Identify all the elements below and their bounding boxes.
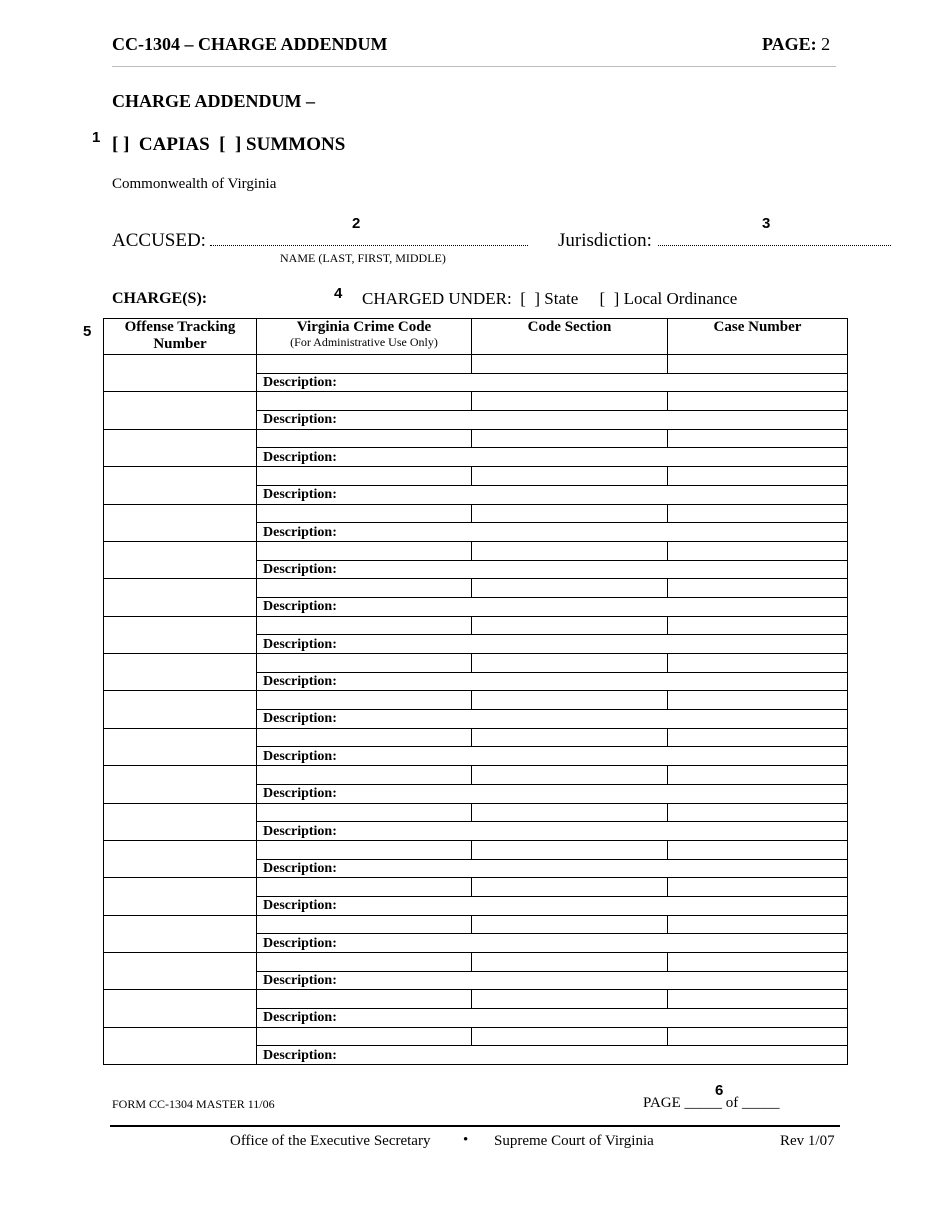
description-cell[interactable]: Description:: [257, 672, 848, 691]
annotation-6: 6: [715, 1082, 724, 1099]
charges-label: CHARGE(S):: [112, 290, 208, 307]
offense-row: [104, 803, 848, 822]
offense-row: [104, 579, 848, 598]
offense-row: [104, 504, 848, 523]
description-cell[interactable]: Description:: [257, 448, 848, 467]
offense-row: [104, 616, 848, 635]
offense-row: [104, 654, 848, 673]
offense-table: [103, 318, 848, 1065]
description-cell[interactable]: Description:: [257, 1009, 848, 1028]
annotation-2: 2: [352, 215, 361, 232]
footer-bullet: •: [463, 1132, 469, 1148]
offense-row: [104, 990, 848, 1009]
header-rule: [112, 66, 836, 67]
annotation-3: 3: [762, 215, 771, 232]
accused-name-field[interactable]: [210, 232, 528, 246]
case-number-cell[interactable]: [668, 355, 848, 374]
page-of-field[interactable]: PAGE _____ of _____: [643, 1095, 780, 1111]
description-cell[interactable]: Description:: [257, 523, 848, 542]
offense-tracking-number-cell[interactable]: [104, 355, 257, 392]
table-header-row: [104, 319, 848, 355]
offense-tracking-number-cell[interactable]: [104, 579, 257, 616]
crime-code-cell[interactable]: [257, 766, 472, 785]
footer-rule: [110, 1125, 840, 1127]
jurisdiction-field[interactable]: [658, 232, 891, 246]
code-section-cell[interactable]: [472, 504, 668, 523]
code-section-cell[interactable]: [472, 878, 668, 897]
description-cell[interactable]: Description:: [257, 896, 848, 915]
offense-tracking-number-cell[interactable]: [104, 616, 257, 653]
charged-under-checkboxes[interactable]: CHARGED UNDER: [ ] State [ ] Local Ordinance: [362, 289, 738, 308]
code-section-cell[interactable]: [472, 728, 668, 747]
code-section-cell[interactable]: [472, 803, 668, 822]
code-section-cell[interactable]: [472, 766, 668, 785]
case-number-cell[interactable]: [668, 953, 848, 972]
offense-row: [104, 392, 848, 411]
crime-code-cell[interactable]: [257, 953, 472, 972]
case-number-cell[interactable]: [668, 467, 848, 486]
description-cell[interactable]: Description:: [257, 1046, 848, 1065]
code-section-cell[interactable]: [472, 429, 668, 448]
jurisdiction-label: Jurisdiction:: [558, 230, 652, 251]
offense-row: [104, 766, 848, 785]
code-section-cell[interactable]: [472, 355, 668, 374]
case-number-cell[interactable]: [668, 691, 848, 710]
offense-tracking-number-cell[interactable]: [104, 654, 257, 691]
description-cell[interactable]: Description:: [257, 784, 848, 803]
description-cell[interactable]: Description:: [257, 560, 848, 579]
footer-revision: Rev 1/07: [780, 1133, 835, 1149]
offense-row: [104, 691, 848, 710]
offense-row: [104, 467, 848, 486]
code-section-cell[interactable]: [472, 915, 668, 934]
description-cell[interactable]: Description:: [257, 373, 848, 392]
crime-code-cell[interactable]: [257, 990, 472, 1009]
case-number-cell[interactable]: [668, 504, 848, 523]
crime-code-cell[interactable]: [257, 467, 472, 486]
offense-tracking-number-cell[interactable]: [104, 878, 257, 915]
offense-tracking-number-cell[interactable]: [104, 990, 257, 1027]
offense-tracking-number-cell[interactable]: [104, 467, 257, 504]
crime-code-cell[interactable]: [257, 504, 472, 523]
offense-tracking-number-cell[interactable]: [104, 392, 257, 429]
case-number-cell[interactable]: [668, 541, 848, 560]
description-cell[interactable]: Description:: [257, 822, 848, 841]
col-case-number: Case Number: [668, 319, 848, 355]
annotation-1: 1: [92, 129, 101, 146]
offense-tracking-number-cell[interactable]: [104, 915, 257, 952]
crime-code-cell[interactable]: [257, 728, 472, 747]
offense-tracking-number-cell[interactable]: [104, 728, 257, 765]
offense-tracking-number-cell[interactable]: [104, 840, 257, 877]
code-section-cell[interactable]: [472, 1027, 668, 1046]
offense-tracking-number-cell[interactable]: [104, 1027, 257, 1064]
offense-row: [104, 878, 848, 897]
code-section-cell[interactable]: [472, 654, 668, 673]
case-number-cell[interactable]: [668, 728, 848, 747]
crime-code-cell[interactable]: [257, 1027, 472, 1046]
page-number: 2: [821, 34, 831, 54]
case-number-cell[interactable]: [668, 766, 848, 785]
commonwealth-label: Commonwealth of Virginia: [112, 176, 277, 192]
crime-code-cell[interactable]: [257, 878, 472, 897]
offense-row: [104, 1027, 848, 1046]
col-virginia-crime-code-note: (For Administrative Use Only): [290, 335, 438, 349]
crime-code-cell[interactable]: [257, 392, 472, 411]
crime-code-cell[interactable]: [257, 541, 472, 560]
offense-row: [104, 915, 848, 934]
crime-code-cell[interactable]: [257, 654, 472, 673]
case-number-cell[interactable]: [668, 392, 848, 411]
offense-row: [104, 429, 848, 448]
code-section-cell[interactable]: [472, 990, 668, 1009]
code-section-cell[interactable]: [472, 541, 668, 560]
col-offense-tracking-number: Offense Tracking Number: [104, 319, 257, 355]
offense-tracking-number-cell[interactable]: [104, 691, 257, 728]
case-number-cell[interactable]: [668, 579, 848, 598]
description-cell[interactable]: Description:: [257, 635, 848, 654]
offense-tracking-number-cell[interactable]: [104, 541, 257, 578]
page-label: PAGE:: [762, 34, 817, 54]
page-indicator: [762, 34, 830, 55]
crime-code-cell[interactable]: [257, 915, 472, 934]
case-number-cell[interactable]: [668, 654, 848, 673]
description-cell[interactable]: Description:: [257, 411, 848, 430]
code-section-cell[interactable]: [472, 616, 668, 635]
offense-row: [104, 541, 848, 560]
capias-summons-checkboxes[interactable]: [ ] CAPIAS [ ] SUMMONS: [112, 134, 346, 155]
accused-name-sublabel: NAME (LAST, FIRST, MIDDLE): [280, 251, 446, 265]
code-section-cell[interactable]: [472, 840, 668, 859]
addendum-title: CHARGE ADDENDUM –: [112, 91, 316, 111]
description-cell[interactable]: Description:: [257, 710, 848, 729]
case-number-cell[interactable]: [668, 878, 848, 897]
crime-code-cell[interactable]: [257, 803, 472, 822]
crime-code-cell[interactable]: [257, 691, 472, 710]
case-number-cell[interactable]: [668, 616, 848, 635]
col-virginia-crime-code: Virginia Crime Code (For Administrative Use Only): [257, 319, 472, 355]
footer-court: Supreme Court of Virginia: [494, 1133, 654, 1149]
crime-code-cell[interactable]: [257, 616, 472, 635]
code-section-cell[interactable]: [472, 953, 668, 972]
crime-code-cell[interactable]: [257, 429, 472, 448]
offense-tracking-number-cell[interactable]: [104, 504, 257, 541]
offense-row: [104, 355, 848, 374]
description-cell[interactable]: Description:: [257, 485, 848, 504]
form-id: FORM CC-1304 MASTER 11/06: [112, 1097, 275, 1111]
offense-row: [104, 728, 848, 747]
accused-label: ACCUSED:: [112, 230, 206, 251]
form-title: CC-1304 – CHARGE ADDENDUM: [112, 34, 388, 54]
description-cell[interactable]: Description:: [257, 934, 848, 953]
description-cell[interactable]: Description:: [257, 859, 848, 878]
code-section-cell[interactable]: [472, 392, 668, 411]
description-cell[interactable]: Description:: [257, 747, 848, 766]
crime-code-cell[interactable]: [257, 355, 472, 374]
case-number-cell[interactable]: [668, 990, 848, 1009]
description-cell[interactable]: Description:: [257, 597, 848, 616]
offense-row: [104, 953, 848, 972]
annotation-4: 4: [334, 285, 343, 302]
code-section-cell[interactable]: [472, 691, 668, 710]
crime-code-cell[interactable]: [257, 840, 472, 859]
case-number-cell[interactable]: [668, 803, 848, 822]
offense-tracking-number-cell[interactable]: [104, 766, 257, 803]
col-code-section: Code Section: [472, 319, 668, 355]
case-number-cell[interactable]: [668, 1027, 848, 1046]
case-number-cell[interactable]: [668, 429, 848, 448]
offense-tracking-number-cell[interactable]: [104, 429, 257, 466]
crime-code-cell[interactable]: [257, 579, 472, 598]
description-cell[interactable]: Description:: [257, 971, 848, 990]
code-section-cell[interactable]: [472, 579, 668, 598]
offense-row: [104, 840, 848, 859]
annotation-5: 5: [83, 323, 92, 340]
offense-tracking-number-cell[interactable]: [104, 953, 257, 990]
case-number-cell[interactable]: [668, 840, 848, 859]
code-section-cell[interactable]: [472, 467, 668, 486]
case-number-cell[interactable]: [668, 915, 848, 934]
footer-office: Office of the Executive Secretary: [230, 1133, 431, 1149]
offense-tracking-number-cell[interactable]: [104, 803, 257, 840]
